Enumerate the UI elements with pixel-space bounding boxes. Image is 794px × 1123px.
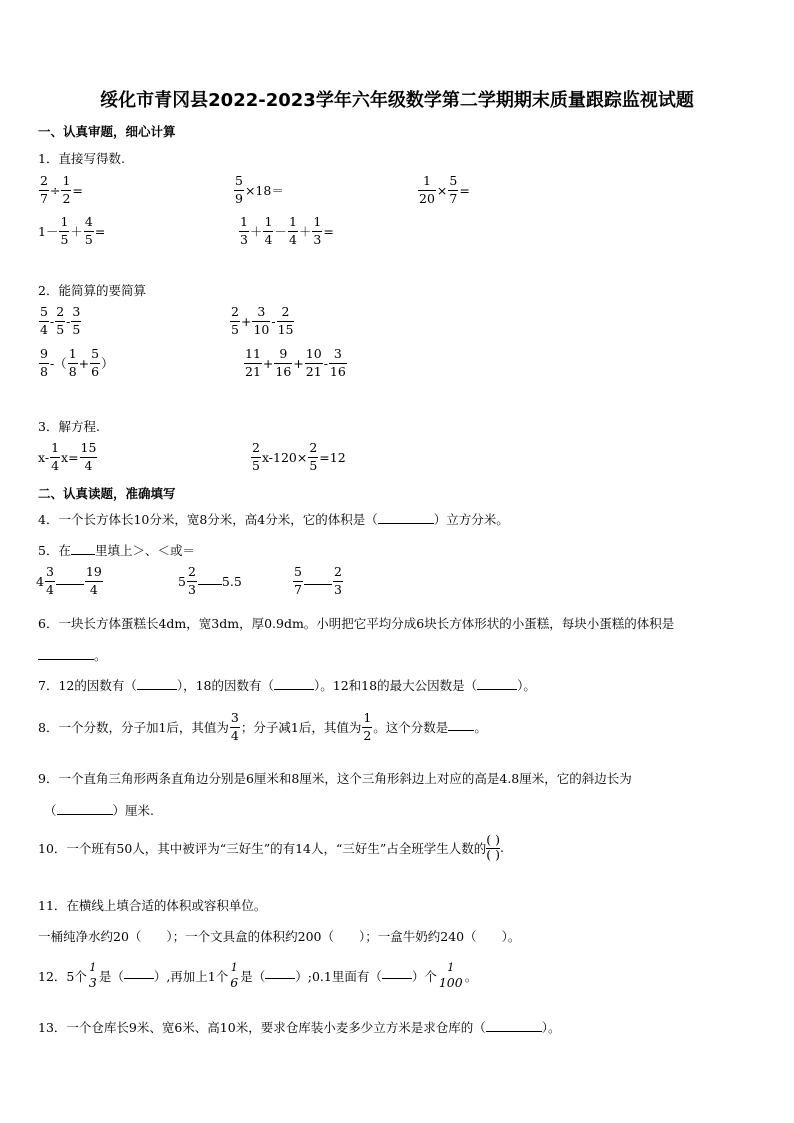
q13-answer-blank[interactable] xyxy=(486,1031,542,1032)
q5-compare-2: 5 $\frac{2}{3}$ 5.5 xyxy=(178,564,242,597)
q12-blank-2[interactable] xyxy=(265,978,295,979)
q7: 7．12的因数有（ ），18的因数有（ ）。12和18的最大公因数是（ ）。 xyxy=(38,678,536,693)
q12-blank-3[interactable] xyxy=(382,978,412,979)
q11-label: 11．在横线上填合适的体积或容积单位。 xyxy=(38,898,267,913)
q8-answer-blank[interactable] xyxy=(448,730,474,731)
section-heading-2: 二、认真读题，准确填写 xyxy=(38,486,176,501)
q1-expr-2: $\frac{5}{9}$ ×18＝ xyxy=(235,173,284,206)
q3-label: 3．解方程. xyxy=(38,419,100,434)
q10-answer-fraction[interactable]: ( ) ( ) xyxy=(486,832,501,862)
q5-label: 5．在 里填上＞、＜或＝ xyxy=(38,543,195,558)
q1-expr-1: $\frac{2}{7}$ ÷ $\frac{1}{2}$ = xyxy=(40,173,83,206)
q2-label: 2．能简算的要简算 xyxy=(38,283,146,298)
q7-blank-3[interactable] xyxy=(477,689,517,690)
q5-blank-1[interactable] xyxy=(56,584,84,585)
q5-blank-sample xyxy=(71,554,95,555)
q5-compare-1: 4 $\frac{3}{4}$ $\frac{19}{4}$ xyxy=(36,564,102,597)
q11-line: 一桶纯净水约20（ ）；一个文具盒的体积约200（ ）；一盒牛奶约240（ ）。 xyxy=(38,929,521,944)
q3-equation-2: $\frac{2}{5}$ x-120× $\frac{2}{5}$ =12 xyxy=(252,440,346,473)
q6-text: 6．一块长方体蛋糕长4dm，宽3dm，厚0.9dm。小明把它平均分成6块长方体形状的小蛋糕，每块小蛋糕的体积是 xyxy=(38,616,675,631)
q2-expr-2: $\frac{2}{5}$ + $\frac{3}{10}$ - $\frac{2}{15}$ xyxy=(231,304,294,337)
q13: 13．一个仓库长9米、宽6米、高10米，要求仓库装小麦多少立方米是求仓库的（ ）。 xyxy=(38,1020,561,1035)
section-heading-1: 一、认真审题，细心计算 xyxy=(38,124,176,139)
q4-answer-blank[interactable] xyxy=(378,523,434,524)
q8: 8．一个分数，分子加1后，其值为 $\frac{3}{4}$ ；分子减1后，其值为 $\frac{1}{2}$ 。这个分数是 。 xyxy=(38,710,487,743)
q6-answer: 。 xyxy=(38,646,107,664)
q7-blank-2[interactable] xyxy=(274,689,314,690)
q3-equation-1: x- $\frac{1}{4}$ x= $\frac{15}{4}$ xyxy=(38,440,97,473)
q9-answer-blank[interactable] xyxy=(57,814,113,815)
q12: 12．5个 1 3 是（ ）,再加上1个 1 6 是（ ）;0.1里面有（ ）个 1 100 。 xyxy=(38,961,478,990)
q7-blank-1[interactable] xyxy=(137,689,177,690)
q2-expr-3: $\frac{9}{8}$ -（ $\frac{1}{8}$ + $\frac{5}{6}$ ） xyxy=(40,346,114,379)
q4: 4．一个长方体长10分米，宽8分米，高4分米，它的体积是（ ）立方分米。 xyxy=(38,512,509,527)
q5-compare-3: $\frac{5}{7}$ $\frac{2}{3}$ xyxy=(294,564,342,597)
q2-expr-1: $\frac{5}{4}$ - $\frac{2}{5}$ - $\frac{3}{5}$ xyxy=(40,304,81,337)
q1-label: 1．直接写得数. xyxy=(38,151,125,166)
q6-answer-blank[interactable] xyxy=(38,659,94,660)
q5-blank-2[interactable] xyxy=(198,584,222,585)
q5-blank-3[interactable] xyxy=(304,584,332,585)
q1-expr-4: 1－ $\frac{1}{5}$ ＋ $\frac{4}{5}$ = xyxy=(38,214,106,247)
q2-expr-4: $\frac{11}{21}$ + $\frac{9}{16}$ + $\frac{10}{21}$ - $\frac{3}{16}$ xyxy=(245,346,346,379)
q9-text: 9．一个直角三角形两条直角边分别是6厘米和8厘米，这个三角形斜边上对应的高是4.8厘米，它的斜边长为 xyxy=(38,771,632,786)
q1-expr-3: $\frac{1}{20}$ × $\frac{5}{7}$ = xyxy=(419,173,470,206)
q9-answer: （ ）厘米. xyxy=(44,803,154,818)
q10: 10．一个班有50人，其中被评为“三好生”的有14人，“三好生”占全班学生人数的 ( ) ( ) . xyxy=(38,832,504,862)
q12-blank-1[interactable] xyxy=(124,978,154,979)
q1-expr-5: $\frac{1}{3}$ ＋ $\frac{1}{4}$ － $\frac{1}{4}$ ＋ $\frac{1}{3}$ = xyxy=(240,214,334,247)
page-title: 绥化市青冈县2022-2023学年六年级数学第二学期期末质量跟踪监视试题 xyxy=(100,90,694,111)
